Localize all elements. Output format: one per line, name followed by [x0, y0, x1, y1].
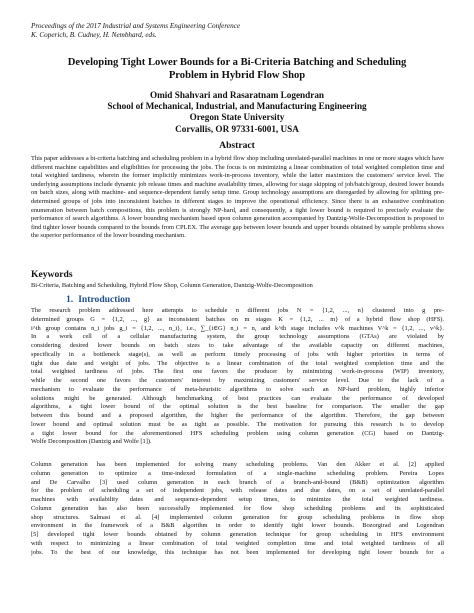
proceedings-header	[31, 22, 451, 41]
paragraph-line: and De Carvalho [3] used column generation in each branch of a branch-and-bound (B&B) optimization algorithm	[31, 478, 444, 486]
paragraph-line: tight due date and weight of jobs. The objective is a linear combination of the total weighted completion time and the	[31, 359, 444, 367]
paragraph-line: jobs. To the best of our knowledge, this technique has not been implemented for developing tight lower bounds for a	[31, 548, 444, 556]
section-number: 1.	[66, 294, 74, 305]
paragraph-line: shop structures. Salmasi et al. [4] implemented column generation for group scheduling problems in flow shop	[31, 513, 444, 521]
paragraph-line: between this bound and a proposed algorithm, the higher the performance of the algorithm. Therefore, the gap between	[31, 412, 444, 419]
paragraph-line: with respect to minimizing a linear combination of total weighted completion time and total weighted tardiness of all	[31, 539, 444, 547]
paragraph-line: environment in the framework of a B&B algorithm in order to identify tight lower bounds. Bozorgirad and Logendran	[31, 522, 444, 530]
section-title: Introduction	[78, 294, 131, 305]
paragraph-line: while the second one favors the customers' interest by maximizing customers' service level. Due to the lack of a	[31, 377, 444, 384]
paragraph-line: In a work cell of a cellular manufacturing system, the group technology assumptions (GTAs) are violated by	[31, 333, 444, 341]
introduction-paragraph-2	[31, 461, 444, 557]
paragraph-line: i^th group contains n_i jobs g_i = {1,2, ..., n_i}, i.e., ∑_{i∈G} n_i = n, and k^th stage includes v^k machines V^k = {1,2, ..., v^k}.	[31, 324, 444, 332]
author-location: Corvallis, OR 97331-6001, USA	[175, 123, 299, 134]
paragraph-line: The research problem addressed here attempts to schedule n different jobs N = {1,2, ..., n} clustered into g pre-	[31, 307, 444, 314]
paragraph-line: [5] developed tight lower bounds obtained by column generation technique for group scheduling in HFS environment	[31, 531, 444, 538]
paragraph-line: mechanism to evaluate the performance of meta-heuristic algorithms to solve such an NP-hard problem, highly inferior	[31, 385, 444, 393]
introduction-paragraph-1	[31, 307, 444, 447]
title-line: Developing Tight Lower Bounds for a Bi-Criteria Batching and Scheduling	[67, 57, 407, 68]
paragraph-line: Column generation has also been successfully implemented for flow shop scheduling problems and its sophisticated	[31, 504, 444, 512]
paragraph-line: lower bound and optimal solution must be as tight as possible. The motivation for pursuing this research is to develop	[31, 420, 444, 428]
keywords-heading: Keywords	[31, 269, 73, 280]
paragraph-line: Column generation has been implemented for solving many scheduling problems. Van den Akker et al. [2] applied	[31, 461, 444, 468]
proceedings-line: Proceedings of the 2017 Industrial and Systems Engineering Conference	[31, 22, 241, 30]
paragraph-line: column generation to optimize a time-indexed formulation of a single-machine scheduling problem. Pereira Lopes	[31, 469, 444, 477]
paragraph-line: determined groups G = {1,2, ..., g} as inconsistent batches on m stages K = {1,2, ... m} of a hybrid flow shop (HFS).	[31, 315, 444, 323]
title-line: Problem in Hybrid Flow Shop	[168, 69, 306, 81]
paragraph-line: considering desired lower bounds on batch sizes to take advantage of the available capacity on different machines,	[31, 342, 444, 349]
author-university: Oregon State University	[189, 112, 285, 123]
section-heading-introduction	[66, 294, 135, 305]
keywords-text: Bi-Criteria, Batching and Scheduling, Hybrid Flow Shop, Column Generation, Dantzig-Wolfe-Decomposition	[31, 282, 313, 289]
editors-line: K. Coperich, B. Cudney, H. Nembhard, eds.	[31, 31, 157, 40]
paragraph-line: specifically in a bottleneck stage(s), as well as perform timely processing of jobs with higher priorities in terms of	[31, 350, 444, 358]
paragraph-line: Wolfe Decomposition (Dantzig and Wolfe [1]).	[31, 438, 152, 446]
paper-title	[40, 57, 434, 82]
abstract-text: This paper addresses a bi-criteria batching and scheduling problem in a hybrid flow shop including unrelated-parallel machines in one or more stages which have different machine capabilities and eligibilities for processing the jobs. The focus is on minimizing a linear combination of total weighted completion time and total weighted tardiness, wherein the former implicitly minimizes work-in-process inventory, while the latter maximizes the customers' service level. The underlying assumptions include dynamic job release times and machine availability times, allowing for stage skipping of job/batch/group, desired lower bounds on batch sizes, along with machine- and sequence-dependent family setup time. Group technology assumptions are disregarded by allowing for splitting pre-determined groups of jobs into inconsistent batches in different stages to improve the operational efficiency. Since there is an exhaustive combination enumeration between batch compositions, this problem is strongly NP-hard, and consequently, a tight lower bound is required to precisely evaluate the performance of search algorithms. A lower bounding mechanism based upon column generation accompanied by Dantzig-Wolfe-Decomposition is proposed to find tighter lower bounds compared to the bounds from CPLEX. The average gap between lower bounds and upper bounds obtained by sample problems shows the superior performance of the lower bounding mechanism.	[31, 155, 444, 240]
paragraph-line: machines with availability dates and sequence-dependent setup times, to minimize the total weighted tardiness.	[31, 496, 444, 503]
abstract-heading: Abstract	[219, 140, 255, 151]
paragraph-line: for the problem of scheduling a set of independent jobs, with release dates and due dates, on a set of unrelated-parallel	[31, 487, 444, 495]
author-school: School of Mechanical, Industrial, and Manufacturing Engineering	[107, 101, 367, 112]
paragraph-line: solutions might be generated. Although benchmarking of best practices can evaluate the performance of developed	[31, 394, 444, 402]
author-names: Omid Shahvari and Rasaratnam Logendran	[149, 90, 325, 100]
paragraph-line: algorithms, a tight lower bound of the optimal solution is the best baseline for comparison. The smaller the gap	[31, 403, 444, 411]
author-block	[40, 90, 434, 135]
paragraph-line: total weighted tardiness of jobs. The first one favors the producer by minimizing work-in-process (WIP) inventory,	[31, 368, 444, 376]
paragraph-line: a tight lower bound for the aforementioned HFS scheduling problem using column generation (CG) based on Dantzig-	[31, 429, 444, 437]
